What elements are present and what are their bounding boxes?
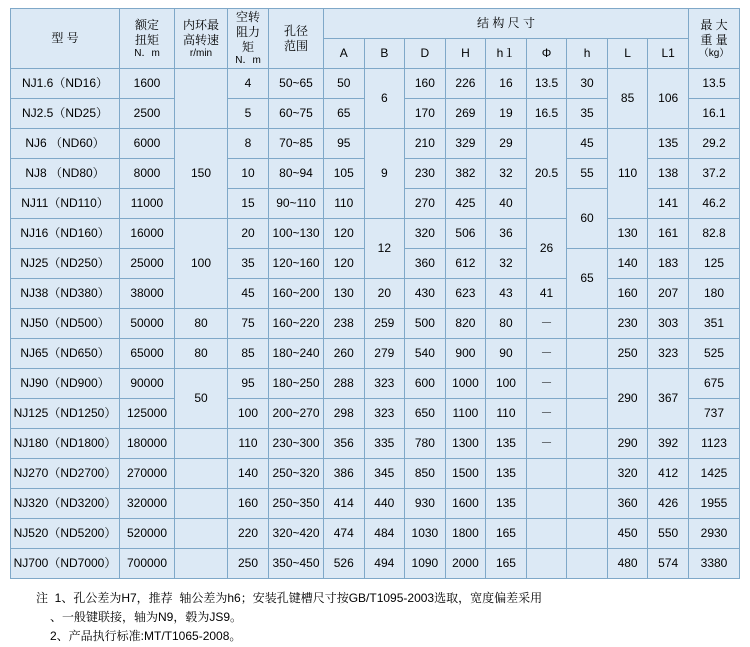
cell-torque: 1600	[120, 69, 175, 99]
cell-h1: 165	[486, 519, 527, 549]
cell-idle: 8	[228, 129, 269, 159]
cell-h: 1800	[445, 519, 486, 549]
cell-torque: 16000	[120, 219, 175, 249]
header-dim-d: D	[405, 39, 446, 69]
cell-torque: 520000	[120, 519, 175, 549]
cell-bore: 60~75	[269, 99, 324, 129]
cell-weight: 29.2	[689, 129, 740, 159]
cell-phi: 20.5	[526, 129, 567, 219]
cell-speed: 100	[175, 219, 228, 309]
header-dim-l: L	[607, 39, 648, 69]
header-max-weight: 最 大 重 量 （kg）	[689, 9, 740, 69]
cell-d: 430	[405, 279, 446, 309]
table-row	[11, 369, 740, 399]
cell-d: 210	[405, 129, 446, 159]
cell-h1: 36	[486, 219, 527, 249]
cell-bore: 320~420	[269, 519, 324, 549]
cell-speed: 50	[175, 369, 228, 429]
cell-bore: 80~94	[269, 159, 324, 189]
cell-h1: 40	[486, 189, 527, 219]
cell-model: NJ6 （ND60）	[11, 129, 120, 159]
cell-hsmall: 55	[567, 159, 608, 189]
header-dim-h-small: h	[567, 39, 608, 69]
cell-bore: 250~350	[269, 489, 324, 519]
cell-l: 250	[607, 339, 648, 369]
header-structure-dimensions	[324, 9, 689, 39]
cell-a: 130	[324, 279, 365, 309]
cell-a: 298	[324, 399, 365, 429]
cell-phi: －	[526, 399, 567, 429]
cell-h: 269	[445, 99, 486, 129]
cell-a: 474	[324, 519, 365, 549]
cell-hsmall	[567, 399, 608, 429]
cell-phi: －	[526, 309, 567, 339]
header-max-weight-unit: （kg）	[698, 47, 730, 59]
cell-model: NJ65（ND650）	[11, 339, 120, 369]
cell-b: 335	[364, 429, 405, 459]
cell-l: 110	[607, 129, 648, 219]
cell-a: 356	[324, 429, 365, 459]
cell-speed	[175, 519, 228, 549]
cell-b: 20	[364, 279, 405, 309]
cell-h1: 29	[486, 129, 527, 159]
cell-idle: 250	[228, 549, 269, 579]
cell-d: 1030	[405, 519, 446, 549]
cell-weight: 1425	[689, 459, 740, 489]
cell-torque: 125000	[120, 399, 175, 429]
cell-h: 506	[445, 219, 486, 249]
cell-l1: 207	[648, 279, 689, 309]
header-dim-h: H	[445, 39, 486, 69]
cell-model: NJ2.5（ND25）	[11, 99, 120, 129]
cell-torque: 50000	[120, 309, 175, 339]
cell-torque: 11000	[120, 189, 175, 219]
cell-idle: 220	[228, 519, 269, 549]
table-row	[11, 339, 740, 369]
cell-hsmall: 45	[567, 129, 608, 159]
cell-torque: 25000	[120, 249, 175, 279]
cell-hsmall	[567, 369, 608, 399]
cell-weight: 737	[689, 399, 740, 429]
cell-d: 160	[405, 69, 446, 99]
cell-torque: 320000	[120, 489, 175, 519]
cell-speed	[175, 429, 228, 459]
cell-b: 345	[364, 459, 405, 489]
cell-d: 930	[405, 489, 446, 519]
cell-phi	[526, 519, 567, 549]
cell-phi: －	[526, 429, 567, 459]
cell-torque: 65000	[120, 339, 175, 369]
cell-idle: 75	[228, 309, 269, 339]
cell-idle: 10	[228, 159, 269, 189]
table-row	[11, 279, 740, 309]
cell-a: 238	[324, 309, 365, 339]
cell-model: NJ700（ND7000）	[11, 549, 120, 579]
cell-idle: 15	[228, 189, 269, 219]
cell-model: NJ90（ND900）	[11, 369, 120, 399]
cell-a: 120	[324, 249, 365, 279]
cell-h1: 43	[486, 279, 527, 309]
cell-d: 320	[405, 219, 446, 249]
cell-hsmall: 60	[567, 189, 608, 249]
cell-h: 329	[445, 129, 486, 159]
cell-d: 780	[405, 429, 446, 459]
cell-a: 120	[324, 219, 365, 249]
cell-torque: 90000	[120, 369, 175, 399]
cell-l1: 161	[648, 219, 689, 249]
cell-speed	[175, 69, 228, 129]
cell-a: 65	[324, 99, 365, 129]
cell-weight: 525	[689, 339, 740, 369]
cell-bore: 230~300	[269, 429, 324, 459]
cell-h1: 16	[486, 69, 527, 99]
table-row	[11, 69, 740, 99]
cell-l: 130	[607, 219, 648, 249]
header-model	[11, 9, 120, 69]
cell-l1: 367	[648, 369, 689, 429]
cell-hsmall: 35	[567, 99, 608, 129]
specification-table	[10, 8, 740, 579]
cell-h: 226	[445, 69, 486, 99]
cell-l: 320	[607, 459, 648, 489]
cell-l1: 323	[648, 339, 689, 369]
cell-a: 526	[324, 549, 365, 579]
cell-torque: 700000	[120, 549, 175, 579]
cell-weight: 125	[689, 249, 740, 279]
cell-h: 382	[445, 159, 486, 189]
cell-torque: 2500	[120, 99, 175, 129]
cell-l1: 135	[648, 129, 689, 159]
cell-d: 270	[405, 189, 446, 219]
cell-h: 1100	[445, 399, 486, 429]
cell-weight: 16.1	[689, 99, 740, 129]
table-row	[11, 429, 740, 459]
header-dim-l1: L1	[648, 39, 689, 69]
cell-model: NJ16（ND160）	[11, 219, 120, 249]
cell-h1: 165	[486, 549, 527, 579]
cell-h: 1300	[445, 429, 486, 459]
cell-b: 259	[364, 309, 405, 339]
table-row	[11, 129, 740, 159]
cell-h: 900	[445, 339, 486, 369]
cell-h: 1600	[445, 489, 486, 519]
cell-d: 1090	[405, 549, 446, 579]
cell-model: NJ8 （ND80）	[11, 159, 120, 189]
header-rated-torque: 额定 扭矩 N．m	[120, 9, 175, 69]
header-dim-a: A	[324, 39, 365, 69]
header-max-speed-unit: r/min	[189, 47, 213, 59]
cell-b: 323	[364, 369, 405, 399]
cell-speed	[175, 459, 228, 489]
header-idle-resistance-unit: N．m	[235, 55, 261, 66]
cell-a: 386	[324, 459, 365, 489]
cell-weight: 2930	[689, 519, 740, 549]
cell-phi: －	[526, 369, 567, 399]
cell-l: 160	[607, 279, 648, 309]
cell-weight: 37.2	[689, 159, 740, 189]
table-row	[11, 489, 740, 519]
table-body	[11, 69, 740, 579]
cell-l: 85	[607, 69, 648, 129]
cell-phi: 41	[526, 279, 567, 309]
cell-weight: 1123	[689, 429, 740, 459]
cell-bore: 200~270	[269, 399, 324, 429]
cell-hsmall	[567, 429, 608, 459]
cell-h1: 135	[486, 459, 527, 489]
cell-h1: 135	[486, 489, 527, 519]
cell-model: NJ50（ND500）	[11, 309, 120, 339]
cell-torque: 8000	[120, 159, 175, 189]
cell-idle: 100	[228, 399, 269, 429]
cell-l1: 138	[648, 159, 689, 189]
cell-idle: 35	[228, 249, 269, 279]
cell-hsmall	[567, 489, 608, 519]
header-structure-label: 结 构 尺 寸	[476, 15, 535, 30]
cell-phi: 16.5	[526, 99, 567, 129]
cell-h: 623	[445, 279, 486, 309]
cell-a: 50	[324, 69, 365, 99]
cell-speed: 150	[175, 129, 228, 219]
cell-phi: 26	[526, 219, 567, 279]
cell-phi	[526, 489, 567, 519]
cell-phi	[526, 549, 567, 579]
cell-weight: 46.2	[689, 189, 740, 219]
cell-hsmall	[567, 549, 608, 579]
cell-speed: 80	[175, 309, 228, 339]
cell-weight: 180	[689, 279, 740, 309]
cell-idle: 20	[228, 219, 269, 249]
cell-hsmall	[567, 519, 608, 549]
cell-l: 140	[607, 249, 648, 279]
table-header	[11, 9, 740, 69]
cell-a: 288	[324, 369, 365, 399]
cell-idle: 110	[228, 429, 269, 459]
cell-bore: 160~200	[269, 279, 324, 309]
cell-model: NJ270（ND2700）	[11, 459, 120, 489]
cell-phi: －	[526, 339, 567, 369]
cell-h1: 100	[486, 369, 527, 399]
cell-d: 850	[405, 459, 446, 489]
cell-idle: 4	[228, 69, 269, 99]
cell-model: NJ1.6（ND16）	[11, 69, 120, 99]
cell-bore: 50~65	[269, 69, 324, 99]
header-row-1	[11, 9, 740, 39]
cell-l: 290	[607, 369, 648, 429]
cell-h: 612	[445, 249, 486, 279]
table-row	[11, 459, 740, 489]
table-row	[11, 519, 740, 549]
cell-model: NJ125（ND1250）	[11, 399, 120, 429]
header-dim-phi: Φ	[526, 39, 567, 69]
cell-h: 2000	[445, 549, 486, 579]
cell-bore: 90~110	[269, 189, 324, 219]
cell-l: 480	[607, 549, 648, 579]
cell-model: NJ320（ND3200）	[11, 489, 120, 519]
cell-b: 484	[364, 519, 405, 549]
cell-l: 450	[607, 519, 648, 549]
cell-bore: 250~320	[269, 459, 324, 489]
cell-weight: 13.5	[689, 69, 740, 99]
cell-idle: 85	[228, 339, 269, 369]
cell-l1: 141	[648, 189, 689, 219]
cell-hsmall	[567, 459, 608, 489]
cell-d: 360	[405, 249, 446, 279]
header-bore-range: 孔径 范围	[269, 9, 324, 69]
cell-torque: 38000	[120, 279, 175, 309]
header-max-speed: 内环最 高转速 r/min	[175, 9, 228, 69]
cell-d: 540	[405, 339, 446, 369]
cell-h1: 110	[486, 399, 527, 429]
cell-idle: 95	[228, 369, 269, 399]
cell-l: 360	[607, 489, 648, 519]
cell-weight: 3380	[689, 549, 740, 579]
cell-d: 170	[405, 99, 446, 129]
cell-d: 230	[405, 159, 446, 189]
cell-b: 323	[364, 399, 405, 429]
header-idle-resistance: 空转 阻力 矩 N．m	[228, 9, 269, 69]
cell-h1: 90	[486, 339, 527, 369]
header-dim-b: B	[364, 39, 405, 69]
cell-l: 290	[607, 429, 648, 459]
cell-h1: 32	[486, 159, 527, 189]
cell-bore: 180~240	[269, 339, 324, 369]
cell-idle: 5	[228, 99, 269, 129]
cell-bore: 100~130	[269, 219, 324, 249]
cell-idle: 140	[228, 459, 269, 489]
cell-h: 1000	[445, 369, 486, 399]
cell-b: 6	[364, 69, 405, 129]
cell-l1: 412	[648, 459, 689, 489]
cell-bore: 120~160	[269, 249, 324, 279]
cell-model: NJ25（ND250）	[11, 249, 120, 279]
cell-l1: 106	[648, 69, 689, 129]
cell-bore: 160~220	[269, 309, 324, 339]
table-row	[11, 309, 740, 339]
cell-phi	[526, 459, 567, 489]
cell-b: 9	[364, 129, 405, 219]
header-model-label: 型 号	[51, 30, 79, 45]
cell-h1: 19	[486, 99, 527, 129]
cell-h1: 80	[486, 309, 527, 339]
cell-l1: 183	[648, 249, 689, 279]
cell-model: NJ38（ND380）	[11, 279, 120, 309]
cell-d: 500	[405, 309, 446, 339]
note-line-2: 、一般键联接，轴为N9，毂为JS9。	[50, 610, 243, 625]
cell-model: NJ11（ND110）	[11, 189, 120, 219]
cell-bore: 350~450	[269, 549, 324, 579]
cell-bore: 180~250	[269, 369, 324, 399]
cell-a: 110	[324, 189, 365, 219]
cell-l1: 550	[648, 519, 689, 549]
cell-d: 600	[405, 369, 446, 399]
cell-weight: 351	[689, 309, 740, 339]
cell-l1: 426	[648, 489, 689, 519]
cell-b: 279	[364, 339, 405, 369]
cell-a: 105	[324, 159, 365, 189]
cell-hsmall: 30	[567, 69, 608, 99]
cell-idle: 45	[228, 279, 269, 309]
cell-torque: 270000	[120, 459, 175, 489]
cell-torque: 180000	[120, 429, 175, 459]
cell-b: 440	[364, 489, 405, 519]
cell-h: 425	[445, 189, 486, 219]
cell-l1: 303	[648, 309, 689, 339]
cell-weight: 675	[689, 369, 740, 399]
table-row	[11, 219, 740, 249]
cell-speed	[175, 489, 228, 519]
cell-d: 650	[405, 399, 446, 429]
notes-block	[10, 589, 740, 647]
table-row	[11, 549, 740, 579]
cell-h: 820	[445, 309, 486, 339]
cell-hsmall: 65	[567, 249, 608, 309]
header-rated-torque-unit: N．m	[134, 47, 160, 59]
cell-speed: 80	[175, 339, 228, 369]
cell-b: 494	[364, 549, 405, 579]
cell-torque: 6000	[120, 129, 175, 159]
cell-hsmall	[567, 309, 608, 339]
cell-l1: 392	[648, 429, 689, 459]
cell-model: NJ520（ND5200）	[11, 519, 120, 549]
cell-weight: 82.8	[689, 219, 740, 249]
cell-b: 12	[364, 219, 405, 279]
cell-h1: 135	[486, 429, 527, 459]
cell-a: 260	[324, 339, 365, 369]
cell-idle: 160	[228, 489, 269, 519]
cell-speed	[175, 549, 228, 579]
cell-l1: 574	[648, 549, 689, 579]
cell-hsmall	[567, 339, 608, 369]
cell-h: 1500	[445, 459, 486, 489]
cell-bore: 70~85	[269, 129, 324, 159]
cell-weight: 1955	[689, 489, 740, 519]
header-dim-h1: h１	[486, 39, 527, 69]
cell-l: 230	[607, 309, 648, 339]
note-line-1: 注 1、孔公差为H7，推荐 轴公差为h6；安装孔键槽尺寸按GB/T1095-2003选取，宽度偏差采用	[36, 591, 543, 605]
cell-model: NJ180（ND1800）	[11, 429, 120, 459]
cell-phi: 13.5	[526, 69, 567, 99]
note-line-3: 2、产品执行标准:MT/T1065-2008。	[50, 629, 242, 644]
cell-a: 95	[324, 129, 365, 159]
cell-a: 414	[324, 489, 365, 519]
cell-h1: 32	[486, 249, 527, 279]
